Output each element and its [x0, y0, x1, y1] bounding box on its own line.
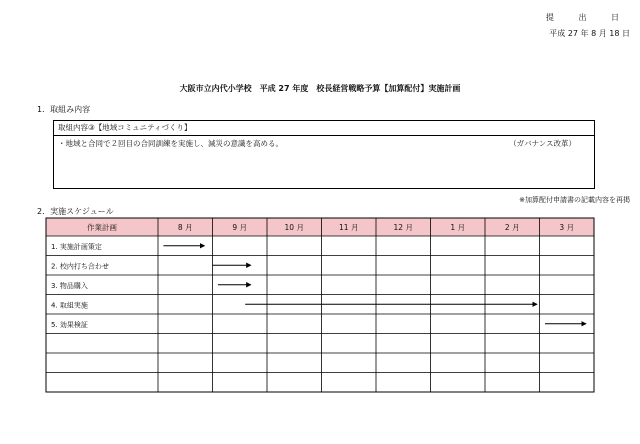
governance-tag: （ガバナンス改革）: [509, 139, 576, 148]
task-label: 1. 実施計画策定: [51, 242, 102, 251]
submission-date: 平成 27 年 8 月 18 日: [549, 29, 630, 38]
task-label: 2. 校内打ち合わせ: [51, 262, 109, 271]
section-heading-schedule: 2．実施スケジュール: [37, 207, 114, 216]
initiative-box-title: 取組内容③【地域コミュニティづくり】: [54, 121, 594, 136]
section-heading-content: 1．取組み内容: [37, 105, 91, 114]
reprint-note: ※加算配付申請書の記載内容を再掲: [519, 196, 630, 204]
header-month-label: 11 月: [339, 223, 359, 232]
task-label: 4. 取組実施: [51, 301, 88, 310]
header-month-label: 9 月: [232, 223, 248, 232]
header-month-label: 3 月: [559, 223, 575, 232]
header-month-label: 2 月: [504, 223, 520, 232]
task-label: 5. 効果検証: [51, 320, 88, 329]
header-month-label: 1 月: [450, 223, 466, 232]
table-border: [46, 218, 594, 392]
header-month-label: 8 月: [177, 223, 193, 232]
document-title: 大阪市立内代小学校 平成 27 年度 校長経営戦略予算【加算配付】実施計画: [179, 84, 461, 93]
header-month-label: 12 月: [393, 223, 413, 232]
header-month-label: 10 月: [284, 223, 304, 232]
submission-label: 提 出 日: [545, 13, 630, 22]
header-task-label: 作業計画: [87, 223, 117, 232]
initiative-description: ・地域と合同で２回目の合同訓練を実施し、減災の意識を高める。: [58, 139, 283, 148]
task-label: 3. 物品購入: [51, 281, 88, 290]
